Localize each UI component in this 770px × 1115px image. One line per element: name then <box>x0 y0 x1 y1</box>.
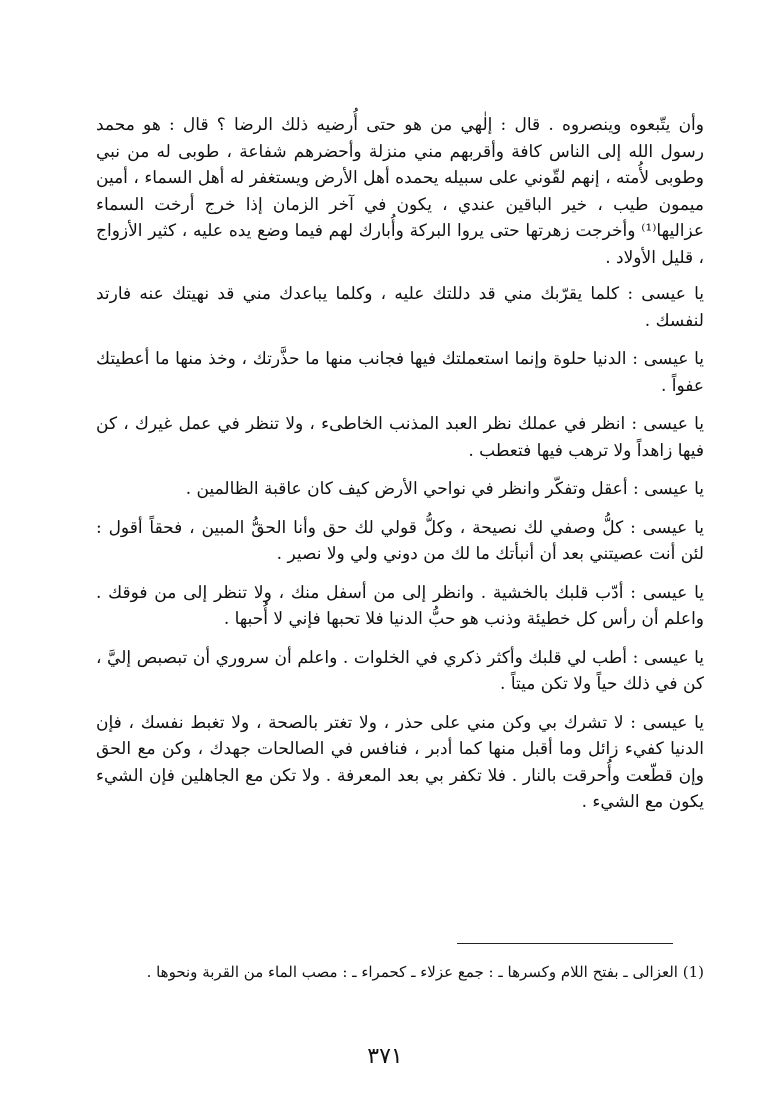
paragraph-9: يا عيسى : لا تشرك بي وكن مني على حذر ، ولا تغتر بالصحة ، ولا تغبط نفسك ، فإن الدنيا كفيء زائل وما أقبل منها كما أدبر ، فنافس في الصالحات جهدك ، وكن مع الحق وإن قطّعت وأُحرقت بالنار . فلا تكفر بي بعد المعرفة . ولا تكن مع الجاهلين فإن الشيء يكون مع الشيء . <box>96 712 704 812</box>
page-number: ٣٧١ <box>367 1044 403 1069</box>
paragraph-6: يا عيسى : كلُّ وصفي لك نصيحة ، وكلُّ قولي لك حق وأنا الحقُّ المبين ، فحقاً أقول : لئن أنت عصيتني بعد أن أنبأتك ما لك من دوني ولي ولا نصير . <box>96 517 704 564</box>
main-text <box>96 112 704 828</box>
paragraph-1: وأن يتّبعوه وينصروه . قال : إلٰهي من هو حتى أُرضيه ذلك الرضا ؟ قال : هو محمد رسول الله إلى الناس كافة وأقربهم مني منزلة وأحضرهم شفاعة ، طوبى له من نبي وطوبى لأُمته ، إنهم لقّوني على سبيله يحمده أهل الأرض ويستغفر له أهل السماء ، أمين ميمون طيب ، خير الباقين عندي ، يكون في آخر الزمان إذا خرج أرخت السماء عزاليها⁽¹⁾ وأخرجت زهرتها حتى يروا البركة وأُبارك لهم فيما وضع يده عليه ، كثير الأزواج ، قليل الأولاد . <box>96 115 704 268</box>
footnote-separator <box>457 943 673 944</box>
paragraph-4: يا عيسى : انظر في عملك نظر العبد المذنب الخاطىء ، ولا تنظر في عمل غيرك ، كن فيها زاهداً ولا ترهب فيها فتعطب . <box>96 414 704 461</box>
paragraph-2: يا عيسى : كلما يقرّبك مني قد دللتك عليه ، وكلما يباعدك مني قد نهيتك عنه فارتد لنفسك . <box>96 284 704 331</box>
footnote: (1) العزالى ـ بفتح اللام وكسرها ـ : جمع عزلاء ـ كحمراء ـ : مصب الماء من القربة ونحوها . <box>146 963 704 981</box>
paragraph-3: يا عيسى : الدنيا حلوة وإنما استعملتك فيها فجانب منها ما حذَّرتك ، وخذ منها ما أعطيتك عفواً . <box>96 349 704 396</box>
paragraph-5: يا عيسى : أعقل وتفكّر وانظر في نواحي الأرض كيف كان عاقبة الظالمين . <box>185 479 704 499</box>
paragraph-8: يا عيسى : أطب لي قلبك وأكثر ذكري في الخلوات . واعلم أن سروري أن تبصبص إليَّ ، كن في ذلك حياً ولا تكن ميتاً . <box>96 647 704 694</box>
paragraph-7: يا عيسى : أدّب قلبك بالخشية . وانظر إلى من أسفل منك ، ولا تنظر إلى من فوقك . واعلم أن رأس كل خطيئة وذنب هو حبُّ الدنيا فلا تحبها فإني لا أُحبها . <box>96 582 704 629</box>
